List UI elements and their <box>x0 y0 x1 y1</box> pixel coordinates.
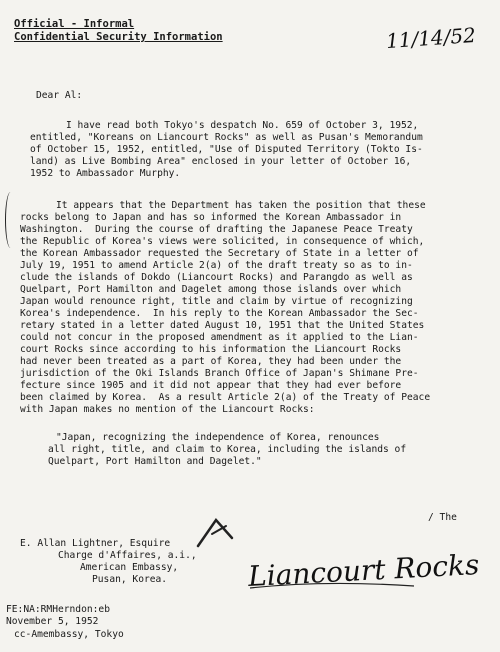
paragraph-line: clude the islands of Dokdo (Liancourt Rocks) and Parangdo as well as <box>20 272 413 283</box>
paragraph-line: land) as Live Bombing Area" enclosed in your letter of October 16, <box>30 156 412 167</box>
handwritten-signature-liancourt-rocks <box>244 540 494 600</box>
continuation-marker: / The <box>428 512 457 523</box>
paragraph-line: been claimed by Korea. As a result Article 2(a) of the Treaty of Peace <box>20 392 431 403</box>
salutation: Dear Al: <box>36 90 83 101</box>
paragraph-line: with Japan makes no mention of the Liancourt Rocks: <box>20 404 315 415</box>
paragraph-line: fecture since 1905 and it did not appear that they had ever before <box>20 380 402 391</box>
quote-line: "Japan, recognizing the independence of Korea, renounces <box>56 432 380 443</box>
classification-line-2: Confidential Security Information <box>14 31 223 43</box>
paragraph-line: the Republic of Korea's views were solicited, in consequence of which, <box>20 236 425 247</box>
carbon-copy-line: cc-Amembassy, Tokyo <box>14 629 124 640</box>
paragraph-line: I have read both Tokyo's despatch No. 659 of October 3, 1952, <box>66 120 419 131</box>
handwritten-bracket-mark <box>5 192 16 248</box>
quote-line: all right, title, and claim to Korea, including the islands of <box>48 444 407 455</box>
paragraph-line: court Rocks since according to his information the Liancourt Rocks <box>20 344 402 355</box>
paragraph-line: of October 15, 1952, entitled, "Use of Disputed Territory (Tokto Is- <box>30 144 423 155</box>
handwritten-date: 11/14/52 <box>385 22 477 54</box>
ink-stamp-mark <box>192 516 242 550</box>
paragraph-line: July 19, 1951 to amend Article 2(a) of the draft treaty so as to in- <box>20 260 413 271</box>
paragraph-line: Japan would renounce right, title and claim by virtue of recognizing <box>20 296 413 307</box>
addressee-line: Pusan, Korea. <box>92 574 168 585</box>
paragraph-line: jurisdiction of the Oki Islands Branch Office of Japan's Shimane Pre- <box>20 368 419 379</box>
paragraph-line: had never been treated as a part of Korea, they had been under the <box>20 356 402 367</box>
paragraph-line: could not concur in the proposed amendment as it applied to the Lian- <box>20 332 419 343</box>
quote-line: Quelpart, Port Hamilton and Dagelet." <box>48 456 262 467</box>
paragraph-line: rocks belong to Japan and has so informed the Korean Ambassador in <box>20 212 402 223</box>
paragraph-line: 1952 to Ambassador Murphy. <box>30 168 181 179</box>
drafting-date: November 5, 1952 <box>6 616 99 627</box>
paragraph-line: Washington. During the course of drafting the Japanese Peace Treaty <box>20 224 413 235</box>
addressee-line: American Embassy, <box>80 562 179 573</box>
paragraph-line: retary stated in a letter dated August 10, 1951 that the United States <box>20 320 425 331</box>
paragraph-line: Korea's independence. In his reply to the Korean Ambassador the Sec- <box>20 308 419 319</box>
signature-text: Liancourt Rocks <box>247 547 481 594</box>
addressee-line: E. Allan Lightner, Esquire <box>20 538 171 549</box>
classification-line-1: Official - Informal <box>14 18 135 30</box>
paragraph-line: It appears that the Department has taken the position that these <box>56 200 426 211</box>
addressee-line: Charge d'Affaires, a.i., <box>58 550 197 561</box>
paragraph-line: entitled, "Koreans on Liancourt Rocks" as well as Pusan's Memorandum <box>30 132 423 143</box>
paragraph-line: the Korean Ambassador requested the Secretary of State in a letter of <box>20 248 419 259</box>
drafter-initials: FE:NA:RMHerndon:eb <box>6 604 110 615</box>
paragraph-line: Quelpart, Port Hamilton and Dagelet among those islands over which <box>20 284 402 295</box>
